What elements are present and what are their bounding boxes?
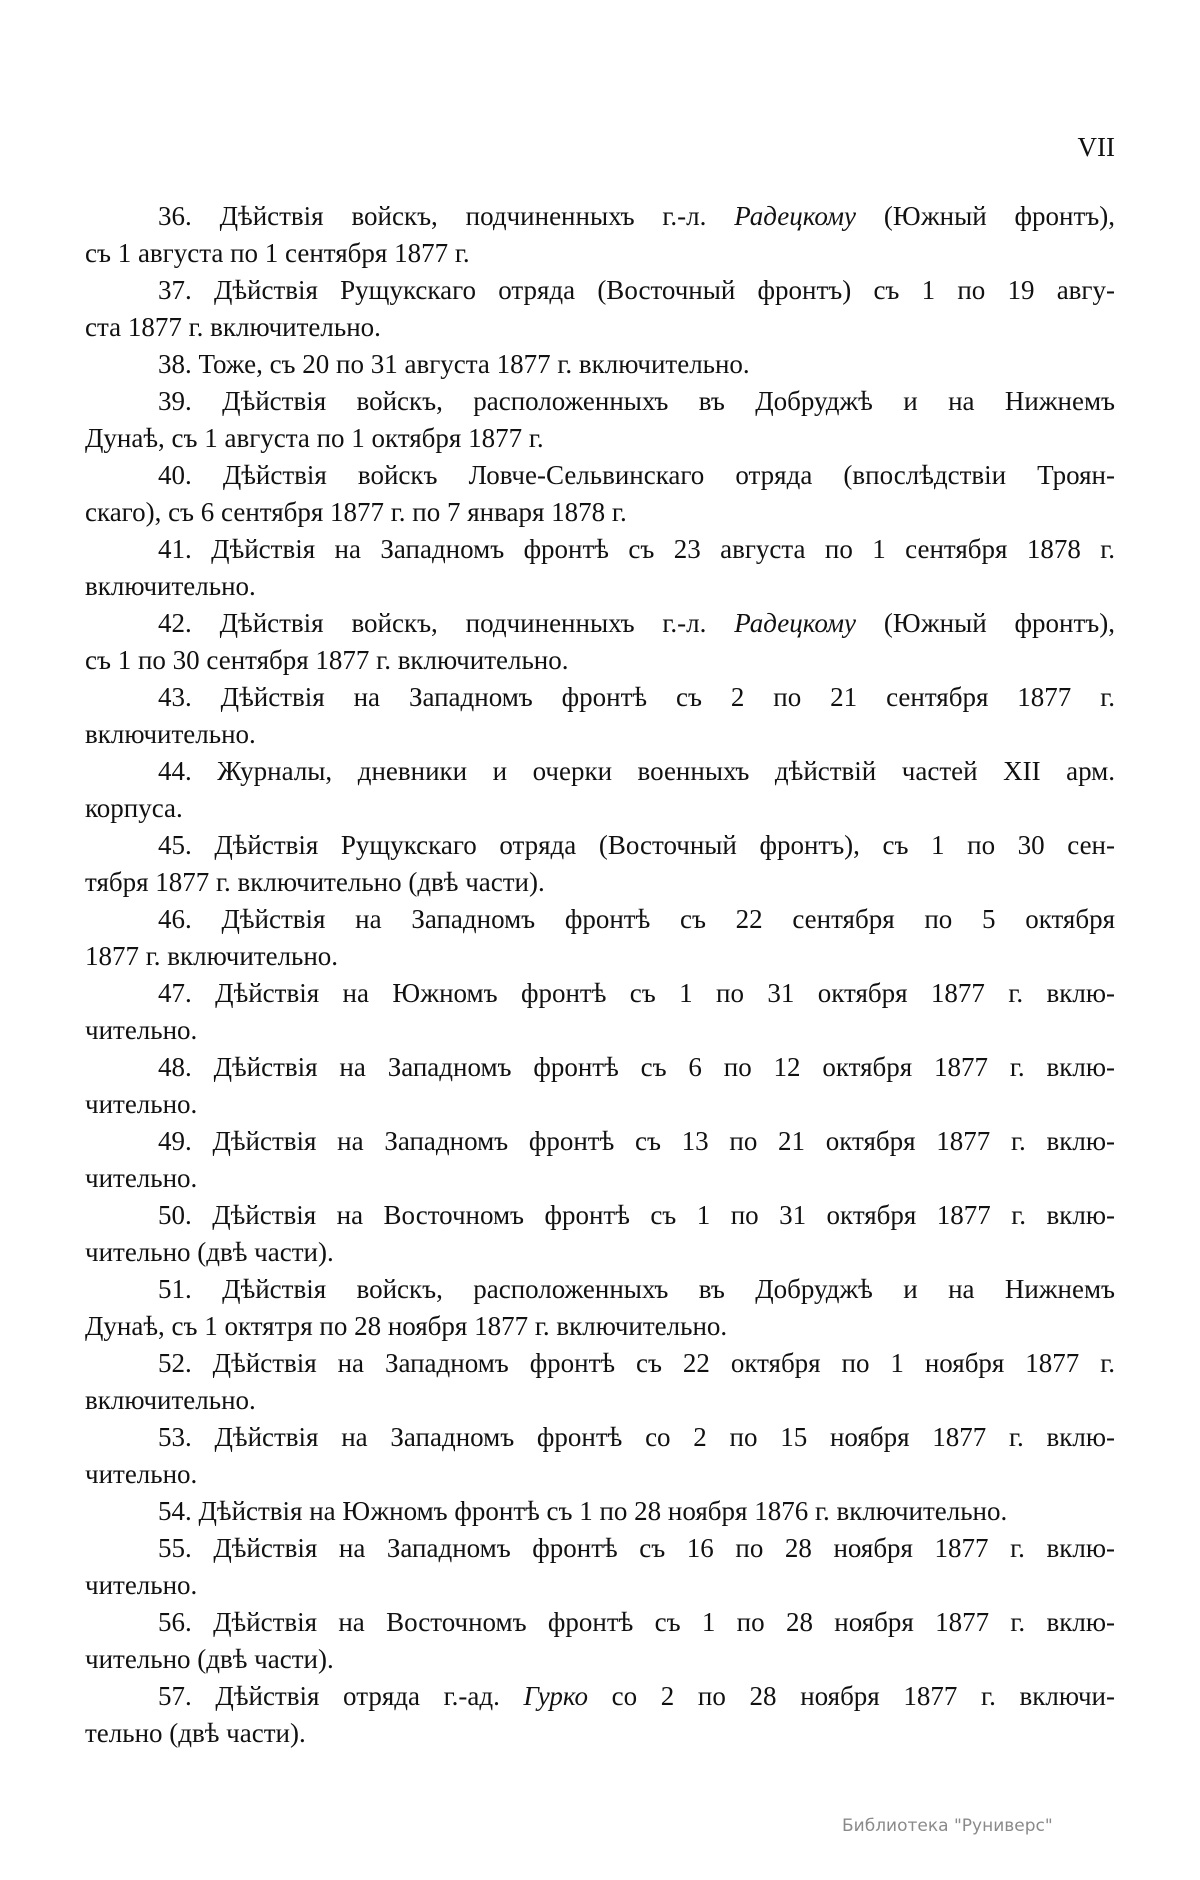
text-segment: 49. Дѣйствія на Западномъ фронтѣ съ 13 по 21 октября 1877 г. вклю- [158,1126,1115,1156]
text-line [85,1493,1115,1530]
library-watermark: Библиотека "Руниверс" [842,1816,1053,1836]
text-line [85,642,1115,679]
text-line [85,901,1115,938]
text-segment: съ 1 августа по 1 сентября 1877 г. [85,238,470,268]
text-line [85,235,1115,272]
list-item [85,1197,1115,1271]
text-line [85,1234,1115,1271]
text-segment: 53. Дѣйствія на Западномъ фронтѣ со 2 по 15 ноября 1877 г. вклю- [158,1422,1115,1452]
list-item [85,827,1115,901]
text-line [85,198,1115,235]
text-segment: Дунаѣ, съ 1 октятря по 28 ноября 1877 г. включительно. [85,1311,728,1341]
text-segment: со 2 по 28 ноября 1877 г. включи- [587,1681,1115,1711]
text-segment: 39. Дѣйствія войскъ, расположенныхъ въ Добруджѣ и на Нижнемъ [158,386,1115,416]
text-segment: 41. Дѣйствія на Западномъ фронтѣ съ 23 августа по 1 сентября 1878 г. [158,534,1115,564]
list-item [85,198,1115,272]
text-line [85,975,1115,1012]
list-item [85,753,1115,827]
list-item [85,1123,1115,1197]
text-segment: включительно. [85,571,256,601]
text-segment: скаго), съ 6 сентября 1877 г. по 7 января 1878 г. [85,497,627,527]
text-line [85,1604,1115,1641]
list-item [85,1493,1115,1530]
italic-name: Гурко [523,1681,588,1711]
list-item [85,272,1115,346]
text-line [85,1641,1115,1678]
list-item [85,679,1115,753]
text-line [85,1308,1115,1345]
list-item [85,346,1115,383]
text-line [85,1271,1115,1308]
text-line [85,1012,1115,1049]
text-line [85,272,1115,309]
text-line [85,679,1115,716]
text-segment: 56. Дѣйствія на Восточномъ фронтѣ съ 1 по 28 ноября 1877 г. вклю- [158,1607,1115,1637]
list-item [85,1678,1115,1752]
list-item [85,975,1115,1049]
text-segment: корпуса. [85,793,183,823]
list-item [85,1271,1115,1345]
list-item [85,1049,1115,1123]
text-line [85,790,1115,827]
text-segment: 47. Дѣйствія на Южномъ фронтѣ съ 1 по 31 октября 1877 г. вклю- [158,978,1115,1008]
text-segment: 57. Дѣйствія отряда г.-ад. [158,1681,524,1711]
text-segment: (Южный фронтъ), [856,201,1115,231]
list-item [85,1604,1115,1678]
text-segment: 38. Тоже, съ 20 по 31 августа 1877 г. включительно. [158,349,750,379]
table-of-contents-list [85,198,1115,1752]
text-segment: 50. Дѣйствія на Восточномъ фронтѣ съ 1 по 31 октября 1877 г. вклю- [158,1200,1115,1230]
text-segment: 1877 г. включительно. [85,941,339,971]
text-segment: чительно (двѣ части). [85,1644,334,1674]
text-segment: 43. Дѣйствія на Западномъ фронтѣ съ 2 по 21 сентября 1877 г. [158,682,1115,712]
text-segment: 40. Дѣйствія войскъ Ловче-Сельвинскаго отряда (впослѣдствіи Троян- [158,460,1115,490]
page-number: VII [1077,132,1115,162]
text-line [85,1382,1115,1419]
text-segment: чительно. [85,1089,198,1119]
text-line [85,1530,1115,1567]
text-segment: тября 1877 г. включительно (двѣ части). [85,867,545,897]
text-segment: чительно. [85,1163,198,1193]
list-item [85,531,1115,605]
text-line [85,420,1115,457]
text-line [85,1123,1115,1160]
text-segment: 48. Дѣйствія на Западномъ фронтѣ съ 6 по 12 октября 1877 г. вклю- [158,1052,1115,1082]
italic-name: Радецкому [734,608,857,638]
text-segment: 52. Дѣйствія на Западномъ фронтѣ съ 22 октября по 1 ноября 1877 г. [158,1348,1115,1378]
text-line [85,1715,1115,1752]
text-line [85,1049,1115,1086]
text-segment: включительно. [85,1385,256,1415]
text-segment: чительно. [85,1015,198,1045]
text-line [85,1086,1115,1123]
list-item [85,901,1115,975]
text-segment: 46. Дѣйствія на Западномъ фронтѣ съ 22 сентября по 5 октября [158,904,1115,934]
text-line [85,753,1115,790]
text-line [85,383,1115,420]
text-line [85,1160,1115,1197]
list-item [85,1530,1115,1604]
text-segment: (Южный фронтъ), [856,608,1115,638]
text-line [85,938,1115,975]
text-segment: чительно. [85,1570,198,1600]
list-item [85,383,1115,457]
text-line [85,716,1115,753]
text-line [85,309,1115,346]
text-line [85,1456,1115,1493]
text-segment: тельно (двѣ части). [85,1718,306,1748]
text-line [85,1678,1115,1715]
text-segment: 44. Журналы, дневники и очерки военныхъ дѣйствій частей XII арм. [158,756,1115,786]
text-line [85,568,1115,605]
text-segment: 45. Дѣйствія Рущукскаго отряда (Восточный фронтъ), съ 1 по 30 сен- [158,830,1115,860]
text-line [85,827,1115,864]
text-segment: 36. Дѣйствія войскъ, подчиненныхъ г.-л. [158,201,735,231]
text-line [85,864,1115,901]
text-segment: ста 1877 г. включительно. [85,312,381,342]
text-segment: съ 1 по 30 сентября 1877 г. включительно. [85,645,569,675]
text-segment: 54. Дѣйствія на Южномъ фронтѣ съ 1 по 28 ноября 1876 г. включительно. [158,1496,1008,1526]
text-line [85,531,1115,568]
text-line [85,494,1115,531]
list-item [85,605,1115,679]
text-line [85,1567,1115,1604]
text-segment: 55. Дѣйствія на Западномъ фронтѣ съ 16 по 28 ноября 1877 г. вклю- [158,1533,1115,1563]
text-line [85,605,1115,642]
text-line [85,1345,1115,1382]
text-segment: включительно. [85,719,256,749]
text-line [85,457,1115,494]
text-line [85,1197,1115,1234]
text-line [85,346,1115,383]
text-segment: 42. Дѣйствія войскъ, подчиненныхъ г.-л. [158,608,735,638]
list-item [85,1419,1115,1493]
list-item [85,457,1115,531]
list-item [85,1345,1115,1419]
text-segment: чительно (двѣ части). [85,1237,334,1267]
text-segment: чительно. [85,1459,198,1489]
text-segment: Дунаѣ, съ 1 августа по 1 октября 1877 г. [85,423,544,453]
text-segment: 37. Дѣйствія Рущукскаго отряда (Восточный фронтъ) съ 1 по 19 авгу- [158,275,1115,305]
text-segment: 51. Дѣйствія войскъ, расположенныхъ въ Добруджѣ и на Нижнемъ [158,1274,1115,1304]
italic-name: Радецкому [734,201,857,231]
text-line [85,1419,1115,1456]
